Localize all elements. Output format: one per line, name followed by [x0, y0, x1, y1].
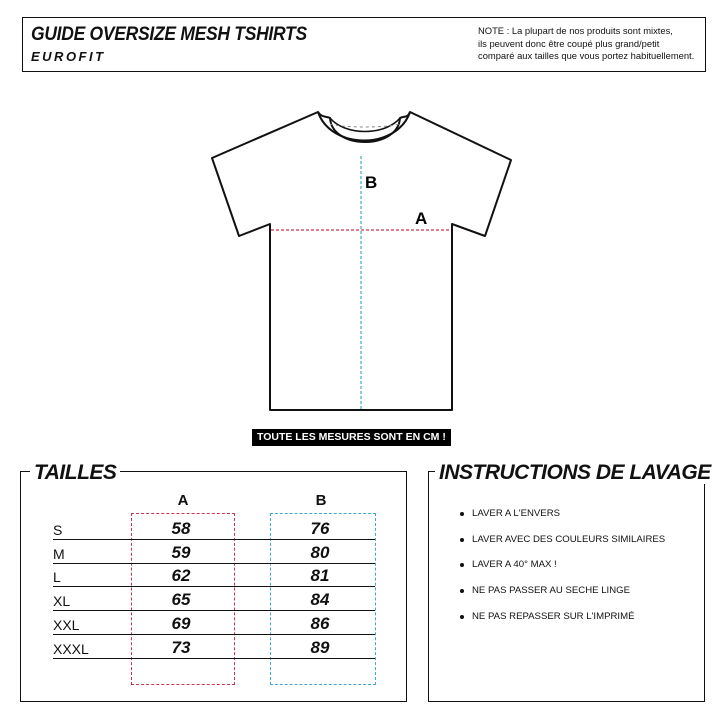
sizes-title: TAILLES — [30, 462, 120, 484]
table-row — [53, 635, 375, 659]
value-a: 69 — [171, 613, 191, 633]
page-title: GUIDE OVERSIZE MESH TSHIRTS — [31, 24, 307, 45]
collar-inner — [330, 118, 400, 132]
size-label: XXL — [53, 616, 80, 633]
bullet-icon — [460, 589, 464, 593]
table-row — [53, 564, 375, 588]
bullet-icon — [460, 538, 464, 542]
units-banner: TOUTE LES MESURES SONT EN CM ! — [252, 429, 451, 446]
note-line: NOTE : La plupart de nos produits sont mixtes, — [478, 25, 673, 36]
value-a: 58 — [171, 518, 191, 538]
label-a: A — [415, 209, 428, 228]
note-line: ils peuvent donc être coupé plus grand/petit — [478, 37, 660, 49]
value-a: 62 — [171, 566, 191, 586]
table-row — [53, 587, 375, 611]
wash-title: INSTRUCTIONS DE LAVAGE — [435, 462, 715, 484]
column-b-header: B — [315, 492, 327, 509]
bullet-icon — [460, 563, 464, 567]
value-b: 84 — [310, 590, 330, 610]
value-b: 80 — [310, 542, 330, 562]
note-line: comparé aux tailles que vous portez habituellement. — [478, 50, 695, 61]
size-label: XL — [53, 593, 71, 610]
list-item — [458, 534, 698, 560]
size-table — [53, 516, 375, 659]
wash-instruction: NE PAS REPASSER SUR L'IMPRIMÉ — [472, 610, 635, 622]
value-a: 59 — [171, 542, 191, 562]
bullet-icon — [460, 615, 464, 619]
size-label: L — [53, 569, 61, 586]
value-b: 89 — [310, 637, 330, 657]
value-b: 81 — [310, 566, 330, 586]
list-item — [458, 585, 698, 611]
table-row — [53, 516, 375, 540]
wash-instruction: LAVER AVEC DES COULEURS SIMILAIRES — [472, 533, 666, 545]
wash-instructions — [458, 508, 698, 636]
size-label: M — [53, 545, 65, 562]
label-b: B — [365, 173, 378, 192]
value-b: 86 — [310, 613, 330, 633]
size-label: XXXL — [53, 640, 89, 657]
wash-instruction: LAVER A 40° MAX ! — [472, 559, 557, 571]
list-item — [458, 508, 698, 534]
wash-instruction: LAVER A L'ENVERS — [472, 508, 561, 519]
table-row — [53, 540, 375, 564]
bullet-icon — [460, 512, 464, 516]
table-row — [53, 611, 375, 635]
size-label: S — [53, 521, 63, 538]
value-a: 65 — [171, 590, 191, 610]
list-item — [458, 559, 698, 585]
value-b: 76 — [310, 518, 330, 538]
wash-instruction: NE PAS PASSER AU SECHE LINGE — [472, 585, 630, 597]
value-a: 73 — [171, 637, 191, 657]
list-item — [458, 611, 698, 637]
brand-subtitle: EUROFIT — [31, 49, 106, 64]
column-a-header: A — [177, 492, 189, 509]
